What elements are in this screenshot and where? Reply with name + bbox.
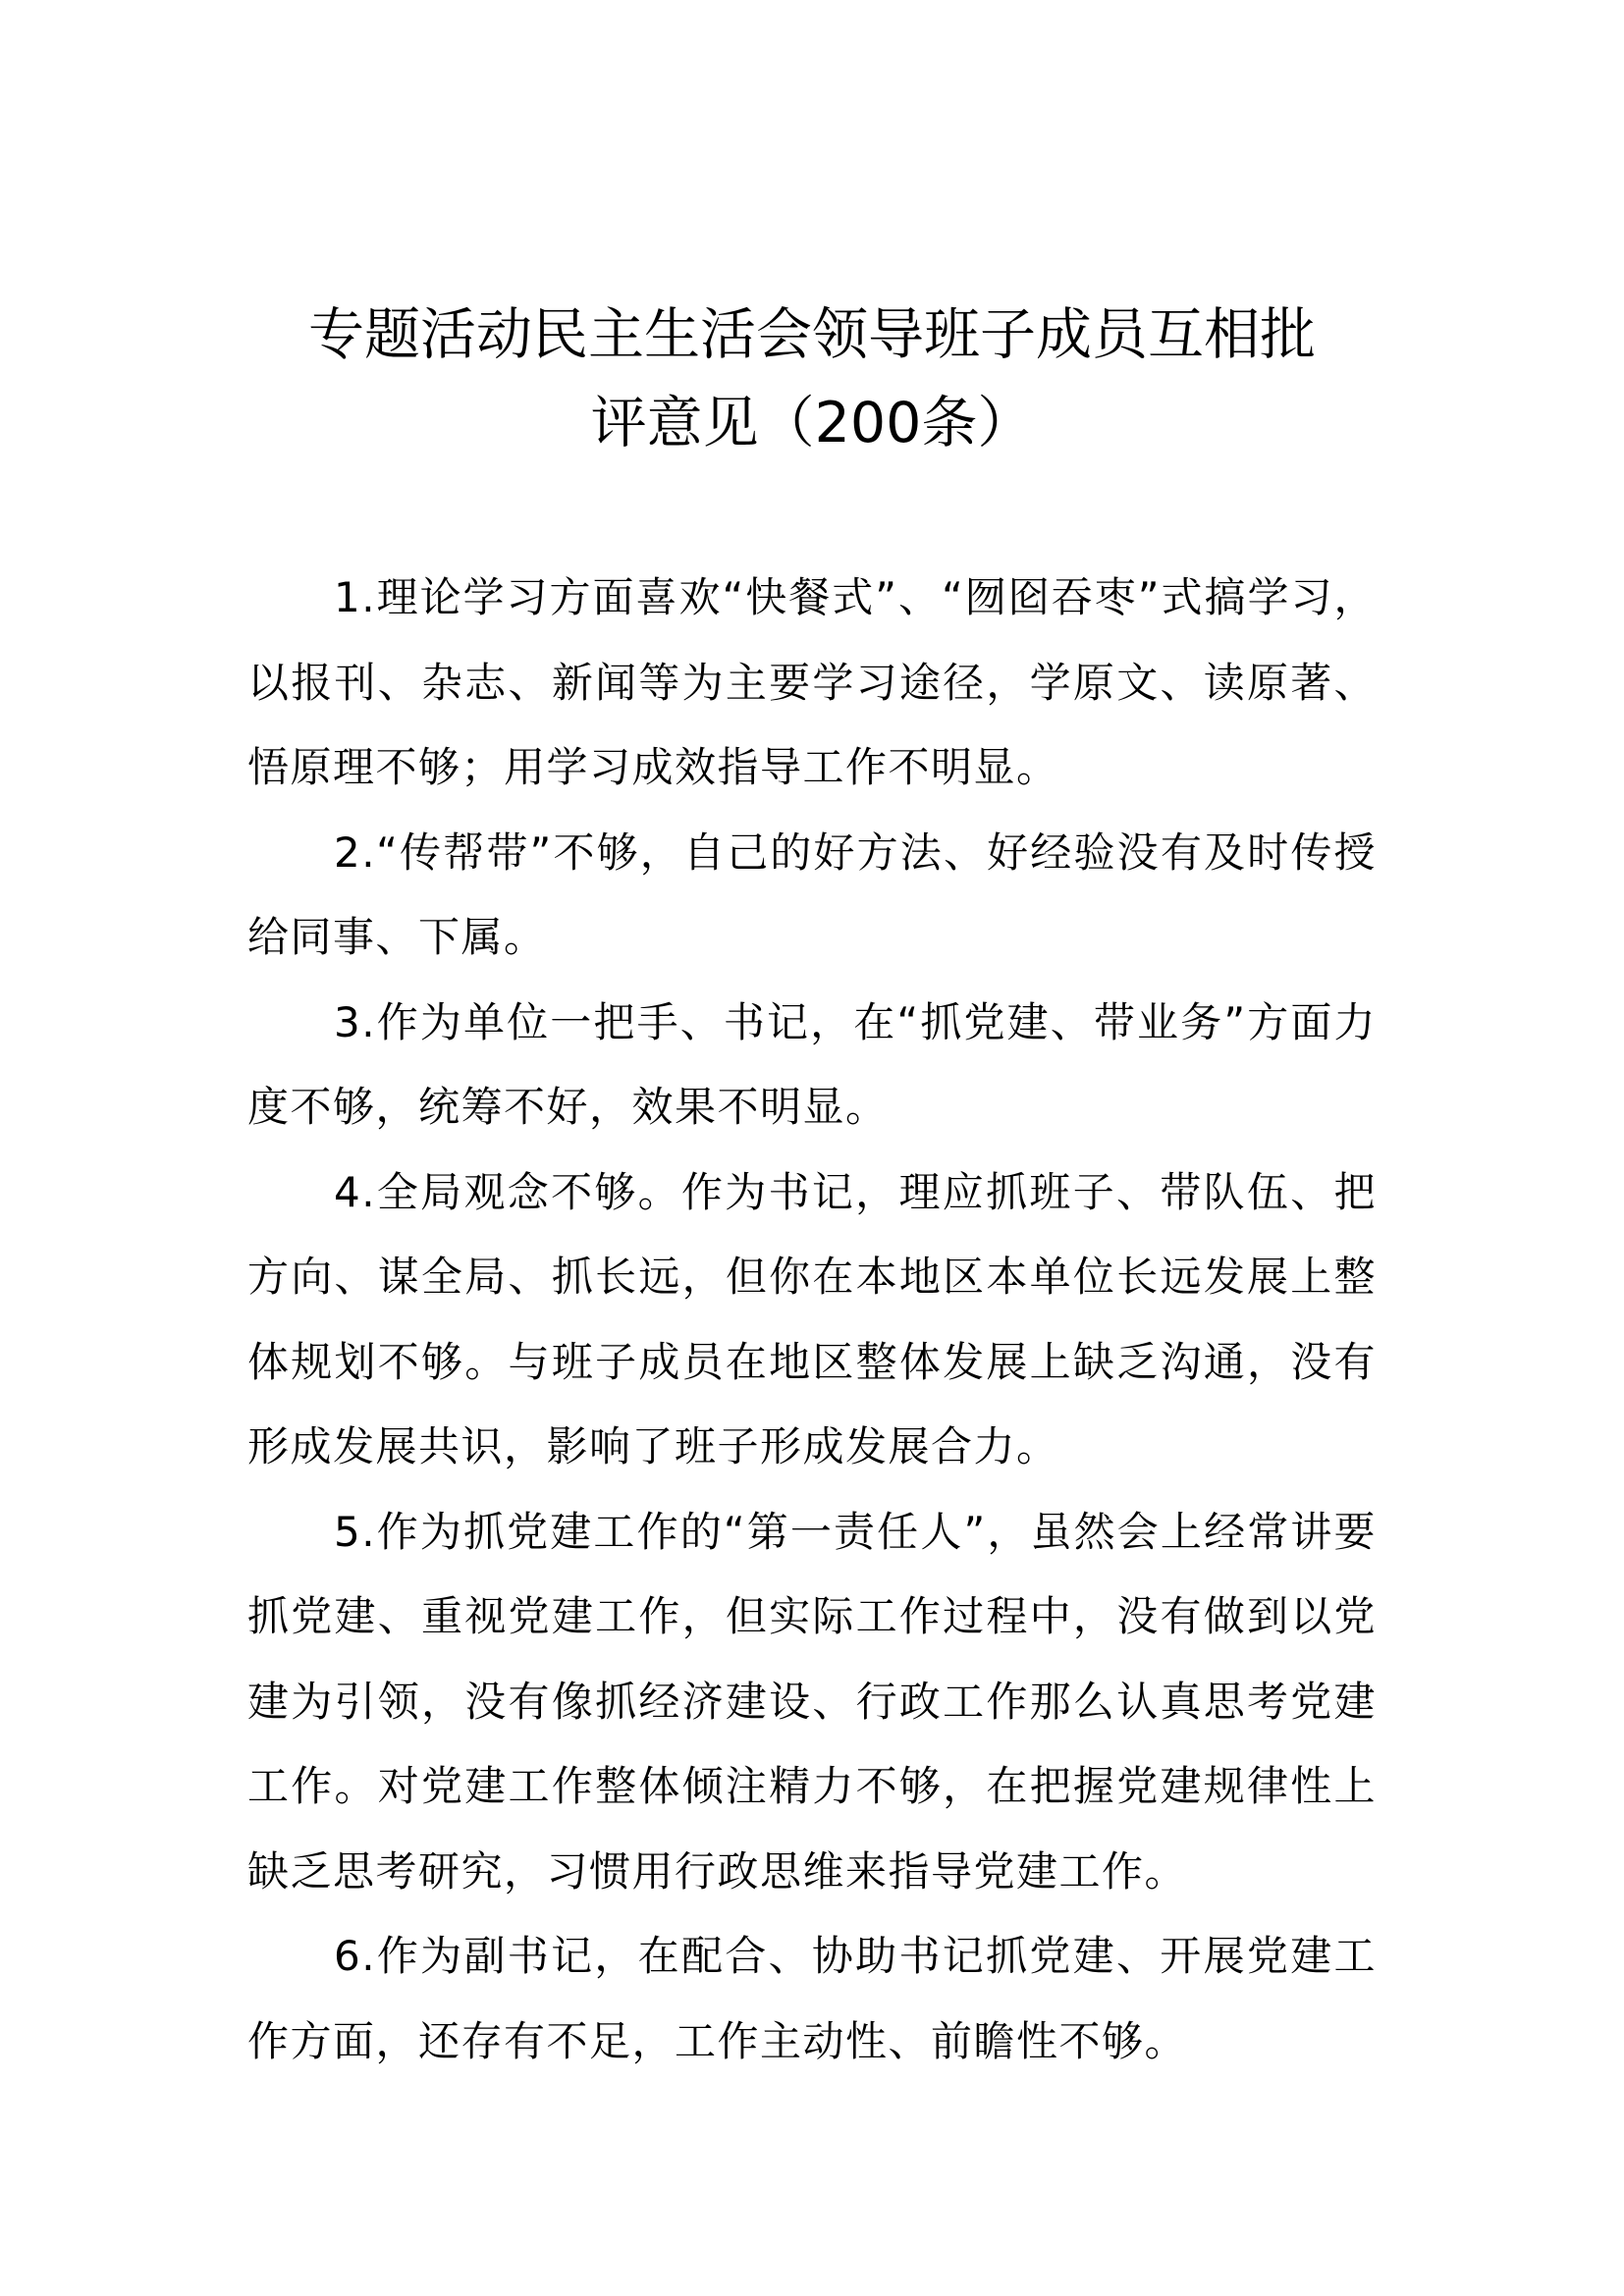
paragraph-item-2: 2.“传帮带”不够，自己的好方法、好经验没有及时传授给同事、下属。 bbox=[247, 828, 1377, 961]
paragraph-item-1: 1.理论学习方面喜欢“快餐式”、“囫囵吞枣”式搞学习，以报刊、杂志、新闻等为主要学习途径，学原文、读原著、悟原理不够；用学习成效指导工作不明显。 bbox=[247, 573, 1377, 791]
paragraph-item-6: 6.作为副书记，在配合、协助书记抓党建、开展党建工作方面，还存有不足，工作主动性、前瞻性不够。 bbox=[247, 1932, 1377, 2065]
title-line-1: 专题活动民主生活会领导班子成员互相批 bbox=[308, 302, 1316, 367]
paragraph-item-5: 5.作为抓党建工作的“第一责任人”，虽然会上经常讲要抓党建、重视党建工作，但实际工作过程中，没有做到以党建为引领，没有像抓经济建设、行政工作那么认真思考党建工作。对党建工作整体倾注精力不够，在把握党建规律性上缺乏思考研究，习惯用行政思维来指导党建工作。 bbox=[247, 1507, 1377, 1896]
paragraph-item-3: 3.作为单位一把手、书记，在“抓党建、带业务”方面力度不够，统筹不好，效果不明显。 bbox=[247, 997, 1377, 1131]
document-title bbox=[247, 291, 1377, 467]
paragraph-item-4: 4.全局观念不够。作为书记，理应抓班子、带队伍、把方向、谋全局、抓长远，但你在本地区本单位长远发展上整体规划不够。与班子成员在地区整体发展上缺乏沟通，没有形成发展共识，影响了班子形成发展合力。 bbox=[247, 1167, 1377, 1470]
title-line-2: 评意见（200条） bbox=[590, 391, 1034, 455]
document-body bbox=[247, 556, 1377, 2084]
